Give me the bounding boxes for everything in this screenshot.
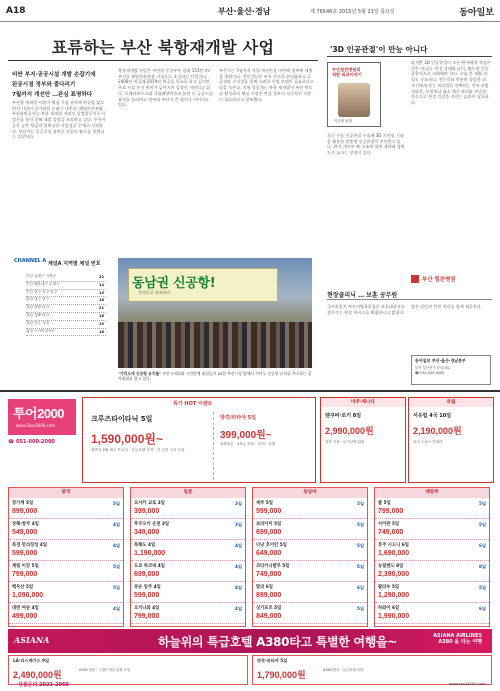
region-desc: 파리·스위스·이태리: [413, 440, 443, 444]
tour-days: 5일: [479, 585, 486, 590]
offer-title: 방콕·파타야 5일: [257, 658, 288, 663]
article-headline: 표류하는 부산 북항재개발 사업: [51, 38, 275, 57]
tour-name: 뉴질랜드 8일: [378, 564, 404, 569]
region-header: 유럽: [409, 398, 493, 407]
office-title: 동아일보 부산·울산·경남본부: [415, 358, 466, 363]
tour-item[interactable]: [131, 519, 245, 540]
hotdeal-box[interactable]: [82, 397, 316, 483]
tour-item[interactable]: [131, 603, 245, 624]
tour-days: 3일: [235, 501, 242, 506]
ad-footer: [8, 681, 492, 691]
article-column-2: 북항재개발 사업은 부산항 중앙부두 일대 153만 m² 부지를 해양문화관광 거점으로 조성하는 사업이다. 2008년 착공해 2019년 완공을 목표로 하고 있지만 주요 시설 투자 유치가 늦어지며 일정이 지연되고 있다. 오페라하우스와 국립해양박물관 분관 등 공공시설 유치를 둘러싸고 정부와 부산시 간 협의가 이어지고 있다.: [118, 68, 213, 108]
channel-label: 경남 창원 마산: [26, 305, 50, 310]
channel-label: 부산 해운대구 수영구: [26, 281, 60, 286]
tour-days: 6일: [479, 543, 486, 548]
tour-days: 5일: [357, 522, 364, 527]
brand-name: 투어2000: [13, 406, 65, 421]
hotdeal-name: 크루즈타이타닉 5일: [91, 415, 153, 423]
tour-column-header: 대양주: [375, 488, 489, 498]
tour-price: 899,000: [12, 508, 38, 515]
tour-grid: [8, 487, 492, 627]
org-line: 척한 의료이야기: [332, 72, 362, 77]
channel-label: 부산 동래구 기장군: [26, 274, 57, 278]
tour-days: 4일: [235, 543, 242, 548]
opinion-column-2: 하지만 3D 인공관절이 모든 환자에게 적합한 것은 아니다. 관절 상태와 나이, 활동량 등을 종합적으로 고려해야 한다. 수술 후 재활 과정도 중요하다. 전문의와 충분히 상담한 뒤 자신에게 맞는 치료법을 선택하는 것이 바람직하다. 무엇보다 평소 체중 관리와 꾸준한 운동으로 관절 건강을 지키는 습관이 필요하다.: [411, 60, 491, 105]
region-header: 미주·캐나다: [321, 398, 405, 407]
banner-text: 동남권 신공항!: [132, 276, 216, 291]
columnist-portrait: [338, 83, 370, 117]
tour-name: 후쿠오카 온천 3일: [134, 522, 170, 527]
tour-name: 괌 5일: [378, 501, 391, 506]
tour-price: 599,000: [256, 508, 282, 515]
tour-days: 5일: [113, 564, 120, 569]
channel-list: [26, 274, 106, 336]
channel-label: 경남 진주 사천: [26, 320, 50, 325]
hotdeal-desc: 출발일 6월 매주 목요일 · 특급호텔 숙박 · 전 일정 식사 포함: [91, 448, 185, 452]
tour-item[interactable]: [131, 561, 245, 582]
channel-number: 21: [98, 306, 104, 311]
opinion-title: '3D 인공관절'이 만능 아니다: [330, 45, 428, 54]
tour-price: 799,000: [134, 613, 160, 620]
tour-item[interactable]: [375, 540, 489, 561]
tour-price: 749,000: [378, 529, 404, 536]
channel-row: [26, 305, 106, 313]
tour-column-header: 동남아: [253, 488, 367, 498]
office-line: 부산 부산진구 중앙대로: [415, 366, 450, 370]
region-name: 밴쿠버·로키 8일: [325, 413, 362, 419]
tour-days: 5일: [357, 501, 364, 506]
crowd-image: [118, 322, 312, 368]
section2-rule: [327, 299, 492, 300]
channel-row: [26, 274, 106, 282]
tour-item[interactable]: [253, 519, 367, 540]
tour-days: 6일: [357, 585, 364, 590]
tour-name: 오키나와 4일: [134, 606, 160, 611]
channel-number: 16: [98, 313, 104, 318]
tour-name: 북경 만리장성 4일: [12, 543, 48, 548]
newspaper-logo[interactable]: 동아일보: [459, 8, 494, 18]
tour-price: 799,000: [12, 571, 38, 578]
tour-days: 5일: [113, 501, 120, 506]
tour-column-oceania: [374, 487, 490, 627]
tour-name: 세부 5일: [256, 501, 273, 506]
columnist-name: 이준희 원장: [334, 119, 353, 123]
tour-price: 349,000: [134, 529, 160, 536]
tour-price: 1,190,000: [134, 550, 166, 557]
tour-name: 싱가포르 5일: [256, 606, 282, 611]
tour-item[interactable]: [375, 603, 489, 624]
tour-price: 599,000: [134, 592, 160, 599]
channel-number: 22: [98, 275, 104, 279]
tour-days: 3일: [235, 522, 242, 527]
tour-price: 849,000: [256, 613, 282, 620]
hotdeal-right-price: 399,000원~: [220, 430, 272, 441]
subhead-line: 완공시점 정부와 줄다리기: [12, 82, 76, 88]
channel-number: 18: [98, 298, 104, 303]
masthead: [0, 0, 500, 22]
channel-number: 14: [98, 282, 104, 287]
subhead-line: 7월까지 개선안 …관심 표명하다: [12, 92, 93, 98]
section-name: 부산·울산·경남: [218, 7, 271, 16]
tour-price: 549,000: [12, 529, 38, 536]
tour-price: 699,000: [134, 571, 160, 578]
region-desc: 직항 이용 · 로키산맥 관광: [325, 440, 365, 444]
tour-price: 1,990,000: [378, 613, 410, 620]
tour-item[interactable]: [9, 603, 123, 624]
footer-code: 상품문의 2021-2060: [18, 682, 69, 688]
hotdeal-right: [213, 412, 313, 480]
office-box: [411, 355, 491, 385]
channel-label: 위성 스카이라이프: [26, 328, 55, 333]
channel-row: [26, 329, 106, 337]
region-box-europe[interactable]: [408, 397, 494, 483]
tour-item[interactable]: [9, 519, 123, 540]
offer-title: LA·라스베가스 9일: [13, 658, 50, 663]
section2-column-2: 방문 상담과 민원 처리를 함께 제공한다.: [411, 304, 483, 309]
promo-right-line: A380 을 타는 여행: [438, 639, 482, 645]
tour-name: 하와이 6일: [378, 606, 400, 611]
article-column-3: 부산시는 7월까지 사업 개선안을 마련해 정부에 제출할 계획이다. 전문가들은 부지 가격을 현실화하고 공공성과 수익성을 함께 고려한 사업 모델이 필요하다고 입을 모은다. 지역 상공계는 북항 재개발이 부산 원도심 활성화의 핵심 사업인 만큼 정부의 적극적인 지원이 필요하다고 강조했다.: [219, 68, 314, 102]
tour-days: 5일: [113, 585, 120, 590]
tour-days: 4일: [235, 564, 242, 569]
promo-right: [433, 633, 482, 645]
tour-price: 649,000: [256, 550, 282, 557]
page-number: A18: [6, 6, 26, 16]
tour-price: 899,000: [256, 592, 282, 599]
headline-rule: [8, 60, 318, 61]
tour-price: 1,690,000: [378, 550, 410, 557]
region-name: 서유럽 4국 10일: [413, 413, 452, 419]
region-box-americas[interactable]: [320, 397, 406, 483]
tour-name: 장가계 5일: [12, 501, 34, 506]
tour-price: 799,000: [378, 508, 404, 515]
region-price: 2,190,000원: [413, 426, 462, 436]
tour-price: 1,290,000: [378, 592, 410, 599]
tour-column-southeast-asia: [252, 487, 368, 627]
channel-title: 채널A 지역별 채널 번호: [48, 261, 101, 267]
tour-item[interactable]: [375, 498, 489, 519]
tour-item[interactable]: [253, 561, 367, 582]
ad-brand[interactable]: [8, 399, 76, 435]
tour-name: 보라카이 5일: [256, 522, 282, 527]
news-photo: [118, 258, 312, 368]
tour-name: 코타키나발루 5일: [256, 564, 290, 569]
region-price: 2,990,000원: [325, 426, 374, 436]
tour-days: 8일: [479, 564, 486, 569]
channel-row: [26, 282, 106, 290]
channel-number: 18: [98, 329, 104, 334]
tour-days: 6일: [479, 606, 486, 611]
tour-item[interactable]: [131, 582, 245, 603]
channel-number: 19: [98, 321, 104, 326]
section2-column-1: 국가보훈처 부산지방보훈청은 보훈대상자를 찾아가는 현장 서비스를 확대한다고 밝혔다.: [327, 304, 405, 315]
caption-title: "가덕도에 신공항 유치를": [118, 371, 162, 376]
hospital-name: 부산 힘찬병원: [422, 277, 456, 283]
channel-label: 울산 남구 중구: [26, 297, 50, 302]
tour-column-china: [8, 487, 124, 627]
tour-name: 상해·항주 4일: [12, 522, 39, 527]
tour-price: 1,090,000: [12, 592, 44, 599]
offer-desc: A380 탑승 · 특급호텔 숙박: [323, 668, 364, 672]
tour-name: 북해도 4일: [134, 543, 156, 548]
ad-separator: [0, 390, 500, 392]
hospital-logo-icon: [411, 275, 419, 283]
tour-name: 사이판 5일: [378, 522, 400, 527]
hotdeal-title: 특가 HOT 이벤트: [173, 401, 213, 407]
subhead-line: 비싼 부지·공공시설 개발 손잡기에: [12, 72, 96, 78]
tour-item[interactable]: [253, 582, 367, 603]
tour-days: 4일: [235, 606, 242, 611]
tour-item[interactable]: [9, 561, 123, 582]
tour-days: 4일: [113, 606, 120, 611]
channel-label: 부산 중구 서구 동구: [26, 289, 58, 294]
footer-url[interactable]: www.tour2000.com: [449, 681, 486, 686]
channel-row: [26, 321, 106, 329]
photo-caption: [118, 371, 312, 381]
tour-item[interactable]: [9, 540, 123, 561]
tour-price: 2,390,000: [378, 571, 410, 578]
tour-name: 계림 이강 5일: [12, 564, 39, 569]
issue-date: 제 76546호 2015년 5월 21일 목요일: [310, 9, 395, 15]
channel-row: [26, 313, 106, 321]
tour-item[interactable]: [253, 498, 367, 519]
caption-text: 부산시의회와 시민단체 회원들이 20일 부산시청 앞에서 가덕도 신공항 유치를 촉구하는 결의대회를 열고 있다.: [118, 371, 312, 381]
tour-name: 도쿄 하코네 4일: [134, 564, 165, 569]
hospital-logo: [411, 275, 456, 283]
offer-desc: A380 탑승 · 그랜드캐년 관광 포함: [79, 668, 131, 672]
tour-days: 5일: [357, 564, 364, 569]
tour-column-header: 중국: [9, 488, 123, 498]
channel-number: 15: [98, 290, 104, 295]
tour-name: 발리 6일: [256, 585, 273, 590]
promo-right-line: ASIANA AIRLINES: [433, 633, 482, 639]
tour-days: 5일: [479, 501, 486, 506]
article-subhead: [12, 70, 112, 100]
article-column-1: 부산항 재개발 사업이 핵심 시설 유치에 차질을 빚으면서 사업이 장기화될 우려가 나온다. 해양수산부와 부산항만공사는 북항 재개발 지역의 상업업무지구 사업자를 찾지 못해 개발 일정을 조정하고 있다. 투자자들은 높은 땅값과 불확실한 사업성을 문제로 지적한다. 부산시는 공공시설 유치로 사업의 활로를 찾겠다는 입장이다.: [12, 100, 106, 140]
opinion-column-1: 최근 무릎 인공관절 수술에 3D 프린팅 기술을 활용한 맞춤형 인공관절이 주목받고 있다. 환자 개인의 뼈 구조에 맞게 제작돼 정확도가 높다는 장점이 있다.: [327, 133, 405, 156]
office-line: ☎ 051-000-0000: [415, 370, 445, 375]
tour-item[interactable]: [131, 498, 245, 519]
opinion-rule: [327, 56, 492, 57]
offer-price: 2,490,000원: [13, 670, 62, 680]
columnist-org: [332, 67, 380, 77]
tour-days: 5일: [357, 606, 364, 611]
tour-days: 4일: [113, 522, 120, 527]
tour-name: 큐슈 일주 4일: [134, 585, 161, 590]
ad-phone: ☎ 051-000-2000: [8, 439, 55, 445]
promo-text: 하늘위의 특급호텔 A380타고 특별한 여행을~: [158, 635, 398, 649]
brand-url: www.Tour2000.com: [16, 423, 56, 428]
channel-label: 경남 김해 양산: [26, 312, 50, 317]
tour-item[interactable]: [9, 582, 123, 603]
tour-item[interactable]: [375, 519, 489, 540]
tour-column-japan: [130, 487, 246, 627]
tour-price: 499,000: [12, 613, 38, 620]
tour-column-header: 일본: [131, 488, 245, 498]
travel-advertisement: [0, 393, 500, 691]
tour-item[interactable]: [131, 540, 245, 561]
tour-days: 5일: [479, 522, 486, 527]
tour-item[interactable]: [9, 498, 123, 519]
airline-logo: ASIANA: [14, 635, 50, 645]
tour-name: 오사카 교토 3일: [134, 501, 165, 506]
tour-days: 4일: [113, 543, 120, 548]
columnist-badge: [327, 62, 381, 127]
tour-item[interactable]: [375, 582, 489, 603]
hotdeal-price: 1,590,000원~: [91, 432, 163, 446]
hotdeal-right-desc: 왕복항공 · 4성급 호텔 · 가이드 동행: [220, 442, 276, 446]
tour-name: 호주 시드니 6일: [378, 543, 409, 548]
tour-name: 대련 여순 4일: [12, 606, 39, 611]
tour-price: 399,000: [134, 508, 160, 515]
tour-item[interactable]: [253, 603, 367, 624]
channel-logo: CHANNEL A: [14, 258, 47, 264]
tour-price: 599,000: [12, 550, 38, 557]
channel-sidebox: [12, 258, 107, 344]
org-line: 부산힘찬병원의: [332, 67, 361, 72]
tour-days: 4일: [235, 585, 242, 590]
section2-title: 현장클리닉 … 보훈 공무원: [327, 292, 398, 299]
banner-subtext: 가덕도로 유치하자: [138, 290, 171, 295]
offer-price: 1,790,000원: [257, 670, 306, 680]
tour-price: 749,000: [256, 571, 282, 578]
tour-name: 다낭 호이안 5일: [256, 543, 287, 548]
tour-item[interactable]: [375, 561, 489, 582]
hotdeal-right-title: 방콕/파타야 5일: [220, 415, 257, 421]
airline-promo-banner[interactable]: [8, 629, 492, 653]
tour-price: 699,000: [256, 529, 282, 536]
tour-days: 5일: [357, 543, 364, 548]
tour-name: 백두산 5일: [12, 585, 34, 590]
tour-name: 팔라우 5일: [378, 585, 400, 590]
tour-item[interactable]: [253, 540, 367, 561]
